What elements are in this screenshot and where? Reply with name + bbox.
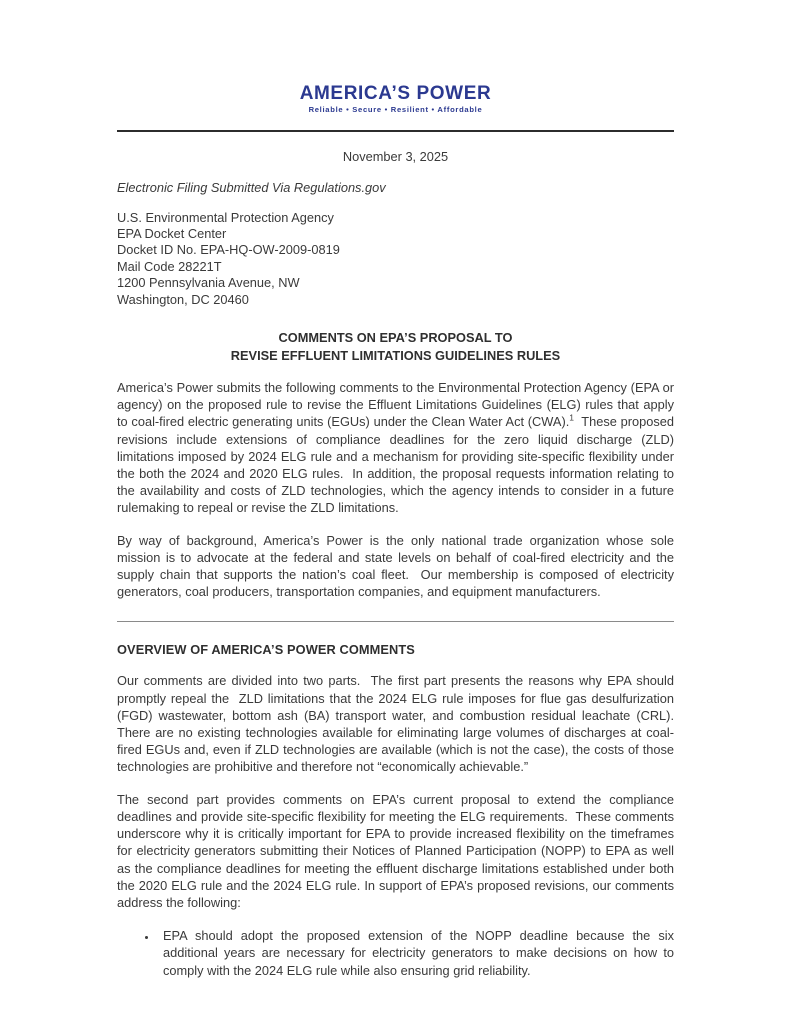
letterhead-rule — [117, 130, 674, 132]
address-line-mail-code: Mail Code 28221T — [117, 258, 222, 274]
date-line: November 3, 2025 — [342, 148, 449, 164]
document-title-line-1: COMMENTS ON EPA’S PROPOSAL TO — [278, 330, 513, 346]
section-heading-overview: OVERVIEW OF AMERICA’S POWER COMMENTS — [117, 642, 415, 658]
address-line-docket-center: EPA Docket Center — [117, 226, 227, 241]
address-line-street: 1200 Pennsylvania Avenue, NW — [117, 275, 300, 291]
document-title-line-2: REVISE EFFLUENT LIMITATIONS GUIDELINES RULES — [230, 347, 561, 363]
intro-text-before-footnote: America’s Power submits the following comments to the Environmental Protection Agency (EPA or agency) on the proposed rule to revise the Effluent Limitations Guidelines (ELG) rules that apply to coal-fired electric generating units (EGUs) under the Clean Water Act (CWA). — [117, 380, 678, 430]
paragraph-overview-part2: The second part provides comments on EPA’s current proposal to extend the compliance deadlines and provide site-specific flexibility for meeting the ELG requirements. These comments underscore why it is critically important for EPA to provide increased flexibility on the timeframes for electricity generators submitting their Notices of Planned Participation (NOPP) to EPA as well as the compliance deadlines for meeting the effluent discharge limitations established under both the 2020 ELG rule and the 2024 ELG rule. In support of EPA’s proposed revisions, our comments address the following: — [117, 791, 678, 910]
bullet-item-nopp-extension: • EPA should adopt the proposed extension of the NOPP deadline because the six additional years are necessary for electricity generators to make decisions on how to comply with the 2024 ELG rule while also ensuring grid reliability. — [157, 927, 674, 979]
letterhead — [117, 84, 674, 114]
filing-method-line: Electronic Filing Submitted Via Regulations.gov — [117, 179, 386, 195]
paragraph-overview-part1: Our comments are divided into two parts. The first part presents the reasons why EPA should promptly repeal the ZLD limitations that the 2024 ELG rule imposes for flue gas desulfurization (FGD) wastewater, bottom ash (BA) transport water, and combustion residual leachate (CRL). There are no existing technologies available for eliminating large volumes of discharges at coal-fired EGUs and, even if ZLD technologies are available (which is not the case), the costs of those technologies are prohibitive and therefore not “economically achievable.” — [117, 673, 682, 775]
recipient-address — [117, 210, 674, 308]
address-line-docket-id: Docket ID No. EPA-HQ-OW-2009-0819 — [117, 242, 340, 258]
address-line-agency: U.S. Environmental Protection Agency — [117, 209, 334, 225]
intro-text-after-footnote: These proposed revisions include extensions of compliance deadlines for the zero liquid discharge (ZLD) limitations imposed by 2024 ELG rule and a mechanism for providing site-specific flexibility under the both the 2024 and 2020 ELG rules. In addition, the proposal requests information relating to the availability and costs of ZLD technologies, which the agency intends to consider in a future rulemaking to repeal or revise the ZLD limitations. — [117, 414, 678, 516]
americas-power-logo: AMERICA’S POWER — [299, 83, 492, 104]
document-title — [117, 329, 674, 364]
address-line-city: Washington, DC 20460 — [117, 291, 249, 307]
logo-tagline: Reliable • Secure • Resilient • Affordable — [308, 105, 483, 114]
paragraph-background: By way of background, America’s Power is the only national trade organization whose sole mission is to advocate at the federal and state levels on behalf of coal-fired electricity and the supply chain that supports the nation’s coal fleet. Our membership is composed of electricity generators, coal producers, transportation companies, and equipment manufacturers. — [117, 532, 678, 600]
comments-bullet-list — [117, 927, 678, 979]
paragraph-introduction — [117, 379, 678, 517]
footnote-reference-1: 1 — [569, 413, 574, 424]
section-divider-rule — [117, 621, 674, 622]
